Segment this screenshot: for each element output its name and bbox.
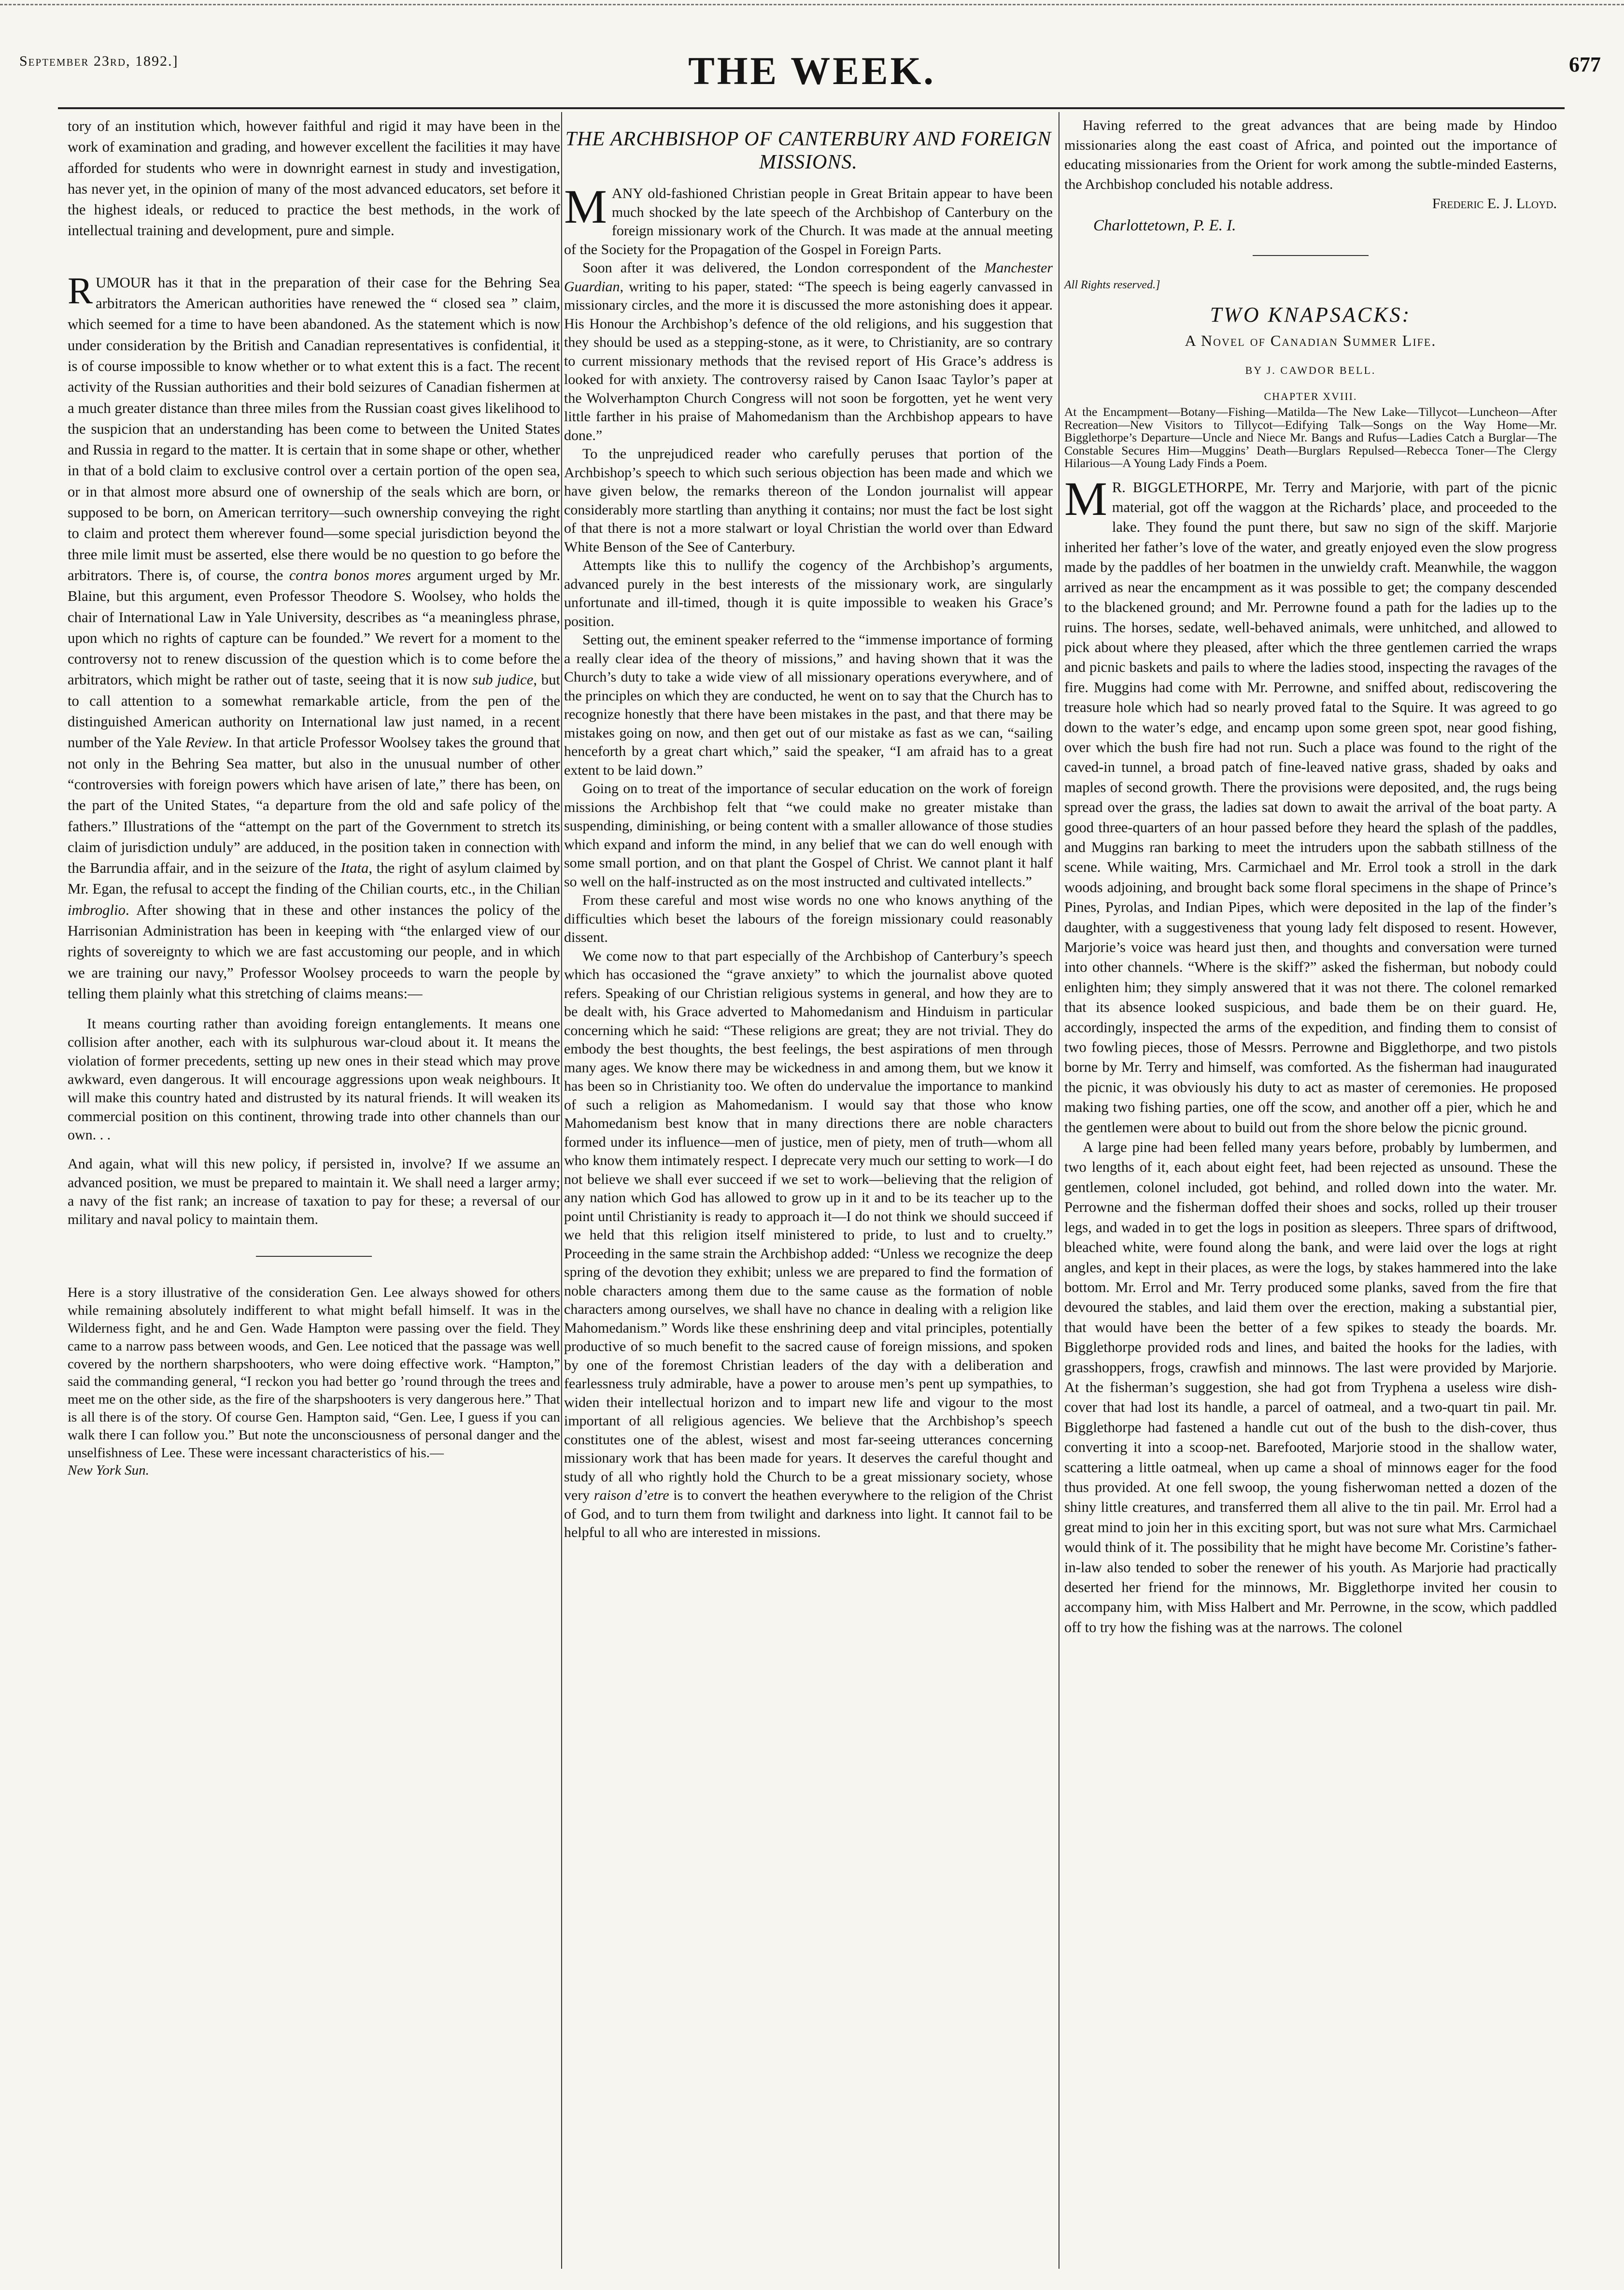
drop-cap: M	[564, 180, 607, 233]
article-paragraph: MANY old-fashioned Christian people in Great Britain appear to have been much shocked by the late speech of the Archbishop of Canterbury on the foreign missionary work of the Church. It was made at the annual meeting of the Society for the Propagation of the Gospel in Foreign Parts.	[564, 180, 1053, 257]
source-credit: New York Sun.	[68, 1463, 149, 1479]
article-paragraph: Soon after it was delivered, the London correspondent of the Manchester Guardian, writing to his paper, stated: “The speech is being eagerly canvassed in missionary circles, and the more it is discussed the more astonishing does it appear. His Honour the Archbishop’s defence of the old religions, and his suggestion that they should be used as a stepping-stone, as it were, to Christianity, are so contrary to current missionary methods that the revised report of His Grace’s address is looked for with anxiety. The controversy raised by Canon Isaac Taylor’s paper at the Wolverhampton Church Congress will not soon be forgotten, yet he went very little farther in his praise of Mahomedanism than the Archbishop appears to have done.”	[564, 260, 1053, 443]
author-signature: Frederic E. J. Lloyd.	[1432, 196, 1557, 212]
article-paragraph: M R. BIGGLETHORPE, Mr. Terry and Marjorie, with part of the picnic material, got off the waggon at the Richards’ place, and proceeded to the lake. They found the punt there, but saw no sign of the skiff. Marjorie inherited her father’s love of the water, and greatly enjoyed even the slow progress made by the paddles of her boatmen in the unwieldy craft. Meanwhile, the waggon arrived as near the encampment as it was possible to get; the company descended to the blackened ground; and Mr. Perrowne found a path for the ladies up to the ruins. The horses, sedate, well-behaved animals, were unhitched, and allowed to pick about where they pleased, after which the three gentlemen carried the wraps and picnic baskets and pails to where the ladies stood, inspecting the ravages of the fire. Muggins had come with Mr. Perrowne, and sniffed about, rediscovering the treasure hole which had so nearly proved fatal to the Squire. It was agreed to go down to the water’s edge, and encamp upon some green spot, near good fishing, over which the bush fire had not run. Such a place was found to the right of the caved-in tunnel, a broad patch of fine-leaved native grass, shaded by oaks and maples of second growth. There the provisions were deposited, and, the rugs being spread over the grass, the ladies sat down to await the arrival of the boat party. A good three-quarters of an hour passed before they heard the splash of the paddles, and Muggins ran barking to meet the intruders upon the sabbath stillness of the scene. While waiting, Mrs. Carmichael and Mr. Errol took a stroll in the dark woods adjoining, and brought back some floral specimens in the shape of Prince’s Pines, Pyrolas, and Indian Pipes, which were deposited in the lap of the finder’s daughter, with a suggestiveness that young lady felt disposed to resent. However, Marjorie’s voice was heard just then, and thoughts and conversation were turned into other channels. “Where is the skiff?” asked the fisherman, but nobody could enlighten him; they simply answered that it was not there. The colonel remarked that its absence looked suspicious, and bade them be on their guard. He, accordingly, inspected the arms of the expedition, and finding them to consist of two fowling pieces, those of Messrs. Perrowne and Bigglethorpe, and two pistols borne by Mr. Terry and himself, was comforted. As the fisherman had inaugurated the picnic, it was obviously his duty to act as master of ceremonies. He proposed making two fishing parties, one off the scow, and another off a pier, which he and the gentlemen were about to build out from the shore below the picnic ground.	[1064, 471, 1557, 1136]
article-paragraph: RUMOUR has it that in the preparation of their case for the Behring Sea arbitrators the American authorities have renewed the “ closed sea ” claim, which seemed for a time to have been abandoned. As the statement which is now under consideration by the British and Canadian representatives is confidential, it is of course impossible to know whether or to what extent this is a fact. The recent activity of the Russian authorities and their bold seizures of Canadian fishermen at a much greater distance than three miles from the Russian coast gives likelihood to the suspicion that an understanding has been come to between the United States and Russia in regard to the matter. It is certain that in some shape or other, whether in that of a bold claim to exclusive control over a certain portion of the open sea, or in that almost more absurd one of ownership of the seals which are born, or supposed to be born, on American territory—such ownership conveying the right to claim and protect them wherever found—some special jurisdiction beyond the three mile limit must be asserted, else there would be no question to go before the arbitrators. There is, of course, the contra bonos mores argument urged by Mr. Blaine, but this argument, even Professor Theodore S. Woolsey, who holds the chair of International Law in Yale University, describes as “a meaningless phrase, upon which no rights of capture can be founded.” We revert for a moment to the controversy not to renew discussion of the question which is to come before the arbitrators, which might be rather out of taste, seeing that it is now sub judice, but to call attention to a somewhat remarkable article, from the pen of the distinguished American authority on International law just named, in a recent number of the Yale Review. In that article Professor Woolsey takes the ground that not only in the Behring Sea matter, but also in the unusual number of other “controversies with foreign powers which have arisen of late,” there has been, on the part of the United States, “a departure from the old and safe policy of the fathers.” Illustrations of the “attempt on the part of the Government to stretch its claim of jurisdiction unduly” are adduced, in the position taken in connection with the Barrundia affair, and in the seizure of the Itata, the right of asylum claimed by Mr. Egan, the refusal to accept the finding of the Chilian courts, etc., in the Chilian imbroglio. After showing that in these and other instances the policy of the Harrisonian Administration has been in keeping with “the enlarged view of our rights of sovereignty to which we are fast accustoming our people, and in which we are training our navy,” Professor Woolsey proceeds to warn the people by telling them plainly what this stretching of claims means:—	[68, 269, 561, 1002]
issue-date: September 23rd, 1892.]	[19, 53, 179, 69]
article-paragraph: Setting out, the eminent speaker referred to the “immense importance of forming a really clear idea of the theory of missions,” and having shown that it was the Church’s duty to take a wide view of all missionary operations everywhere, and of the principles on which they are conducted, he went on to say that the Church has to recognize honestly that there have been mistakes in the past, and that there may be mistakes going on now, and then get out of our mistake as fast as we can, “sailing henceforth by a great chart which,” said the speaker, “I am afraid has to a great extent to be laid down.”	[564, 632, 1053, 778]
article-paragraph: From these careful and most wise words no one who knows anything of the difficulties which beset the labours of the foreign missionary could reasonably dissent.	[564, 892, 1053, 945]
column-divider	[561, 112, 562, 2269]
column-2	[564, 116, 1053, 1542]
header-rule	[58, 107, 1565, 109]
drop-cap: M	[1064, 471, 1107, 526]
block-quote: It means courting rather than avoiding foreign entanglements. It means one collision after another, each with its sulphurous war-cloud about it. It means the violation of former precedents, setting up new ones in their stead which may prove awkward, even dangerous. It will encourage aggressions upon weak neighbours. It will make this country hated and distrusted by its natural friends. It will weaken its commercial position on this continent, throwing trade into other channels than our own. . .	[68, 1016, 560, 1143]
article-paragraph: A large pine had been felled many years before, probably by lumbermen, and two lengths of it, each about eight feet, had been rejected as unsound. These the gentlemen, colonel included, got behind, and rolled down into the water. Mr. Perrowne and the fisherman doffed their shoes and socks, rolled up their trouser legs, and waded in to get the logs in position as sleepers. Three spars of driftwood, bleached white, were found along the bank, and were laid over the logs at right angles, and kept in their places, as were the logs, by stakes hammered into the lake bottom. Mr. Errol and Mr. Terry produced some planks, saved from the fire that devoured the stables, and laid them over the erection, making a substantial pier, that would have been the better of a few spikes to steady the boards. Mr. Bigglethorpe provided rods and lines, and baited the hooks for the ladies, with grasshoppers, frogs, crawfish and minnows. The last were provided by Marjorie. At the fisherman’s suggestion, she had got from Tryphena a useless wire dish-cover that had lost its handle, a parcel of oatmeal, and a two-quart tin pail. Mr. Bigglethorpe had fastened a handle cut out of the bush to the dish-cover, thus converting it into a scoop-net. Barefooted, Marjorie stood in the shallow water, scattering a little oatmeal, when up came a shoal of minnows eager for the food thus provided. At one fell swoop, the young fisherwoman netted a dozen of the shiny little creatures, and transferred them all alive to the tin pail. Mr. Errol had a great mind to join her in this exciting sport, but was not sure what Mrs. Carmichael would think of it. The possibility that he might have become Mr. Coristine’s father-in-law also tended to sober the renewer of his youth. As Marjorie had practically deserted her friend for the minnows, Mr. Bigglethorpe invited her cousin to accompany him, with Miss Halbert and Mr. Perrowne, in the scow, which paddled off to try how the fishing was at the narrows. The colonel	[1064, 1139, 1557, 1636]
column-1	[68, 116, 560, 1479]
top-edge-rule	[0, 4, 1624, 5]
author-location: Charlottetown, P. E. I.	[1093, 216, 1236, 234]
article-paragraph: We come now to that part especially of the Archbishop of Canterbury’s speech which has occasioned the “grave anxiety” to which the journalist above quoted refers. Speaking of our Christian religious systems in general, and how they are to be dealt with, his Grace adverted to Mahomedanism and Hinduism in particular concerning which he said: “These religions are great; they are not trivial. They do embody the best thoughts, the best feelings, the best aspirations of men through many ages. We know there may be wickedness in and among them, but we know it has been so in Christianity too. We often do undervalue the importance to mankind of such a religion as Mahomedanism. I would say that those who know Mahomedanism best know that in many directions there are noble characters formed under its influence—men of justice, men of piety, men of truth—whom all who know them intimately respect. I deprecate very much our setting to work—I do not believe we shall ever succeed if we set to work—believing that the religion of any nation which God has allowed to grow up in it and to be its teacher up to the point until Christianity is ready to approach it—I do not think we should succeed if we held that this religion itself ministered to pride, to lust and to cruelty.” Proceeding in the same strain the Archbishop added: “Unless we recognize the deep spring of the devotion they exhibit; unless we are prepared to find the formation of noble characters among them due to the same cause as the formation of noble characters among ourselves, we shall have no chance in dealing with a religion like Mahomedanism.” Words like these enshrining deep and vital principles, potentially productive of so much benefit to the sacred cause of foreign missions, and spoken by one of the foremost Christian leaders of the day with a deliberation and fearlessness truly admirable, have a power to arouse men’s pent up sympathies, to widen their intellectual horizon and to impart new life and vigour to the most important of all religious agencies. We believe that the Archbishop’s speech constitutes one of the ablest, wisest and most far-seeing utterances concerning missionary work that has been made for years. It deserves the careful thought and study of all who rightly hold the Church to be a great missionary society, whose very raison d’etre is to convert the heathen everywhere to the religion of the Christ of God, and to turn them from twilight and darkness into light. It cannot fail to be helpful to all who are interested in missions.	[564, 948, 1053, 1540]
byline: BY J. CAWDOR BELL.	[1245, 364, 1376, 377]
article-paragraph: Going on to treat of the importance of secular education on the work of foreign missions the Archbishop felt that “we could make no greater mistake than suspending, diminishing, or being content with a smaller allowance of those studies which expand and inform the mind, in any belief that we can do well enough with some small portion, and on that plant the Gospel of Christ. We cannot plant it half so well on the half-instructed as on the most instructed and cultivated intellects.”	[564, 781, 1053, 890]
chapter-heading: CHAPTER XVIII.	[1264, 390, 1357, 403]
chapter-synopsis: At the Encampment—Botany—Fishing—Matilda—The New Lake—Tillycot—Luncheon—After Recreation—New Visitors to Tillycot—Edifying Talk—Songs on the Way Home—Mr. Bigglethorpe’s Departure—Uncle and Niece Mr. Bangs and Rufus—Ladies Catch a Burglar—The Constable Secures Him—Muggins’ Death—Burglars Repulsed—Rebecca Toner—The Clergy Hilarious—A Young Lady Finds a Poem.	[1064, 405, 1557, 470]
section-divider	[256, 1256, 372, 1257]
page-number: 677	[1569, 53, 1601, 76]
serial-title: TWO KNAPSACKS:	[1210, 303, 1412, 327]
article-paragraph: Here is a story illustrative of the consideration Gen. Lee always showed for others while remaining absolutely indifferent to what might befall himself. It was in the Wilderness fight, and he and Gen. Wade Hampton were passing over the field. They came to a narrow pass between woods, and Gen. Lee noticed that the passage was well covered by the northern sharpshooters, who were doing effective work. “Hampton,” said the commanding general, “I reckon you had better go ’round through the trees and meet me on the other side, as the fire of the sharpshooters is very dangerous here.” That is all there is of the story. Of course Gen. Hampton said, “Gen. Lee, I guess if you can walk there I can follow you.” But note the unconsciousness of personal danger and the unselfishness of Lee. These were incessant characteristics of his.— New York Sun.	[68, 1285, 560, 1479]
masthead-title: THE WEEK.	[688, 49, 936, 93]
section-divider	[1253, 255, 1369, 256]
article-paragraph: Having referred to the great advances that are being made by Hindoo missionaries along the east coast of Africa, and pointed out the importance of educating missionaries from the Orient for work among the subtle-minded Easterns, the Archbishop concluded his notable address.	[1064, 117, 1557, 192]
drop-cap: R	[68, 269, 93, 312]
article-paragraph: tory of an institution which, however faithful and rigid it may have been in the work of examination and grading, and however excellent the facilities it may have afforded for students who were in downright earnest in study and investigation, has never yet, in the opinion of many of the most advanced educators, set before it the highest ideals, or reduced to practice the best methods, in the work of intellectual training and development, pure and simple.	[68, 118, 560, 239]
serial-subtitle: A Novel of Canadian Summer Life.	[1185, 332, 1437, 350]
article-title: THE ARCHBISHOP OF CANTERBURY AND FOREIGN MISSIONS.	[565, 128, 1052, 173]
block-quote: And again, what will this new policy, if persisted in, involve? If we assume an advanced position, we must be prepared to maintain it. We shall need a larger army; a navy of the fist rank; an increase of taxation to pay for these; a reversal of our military and naval policy to maintain them.	[68, 1156, 560, 1228]
article-paragraph: Attempts like this to nullify the cogency of the Archbishop’s arguments, advanced purely in the best interests of the missionary work, are singularly unfortunate and ill-timed, though it is quite impossible to weaken his Grace’s position.	[564, 557, 1053, 629]
rights-notice: All Rights reserved.]	[1064, 278, 1160, 291]
column-3	[1064, 116, 1557, 1637]
article-paragraph: To the unprejudiced reader who carefully peruses that portion of the Archbishop’s speech to which such serious objection has been made and which we have given below, the remarks thereon of the London journalist will appear considerably more startling than anything it contains; nor must the fact be lost sight of that there is not a more stalwart or loyal Christian the world over than Edward White Benson of the See of Canterbury.	[564, 446, 1053, 555]
